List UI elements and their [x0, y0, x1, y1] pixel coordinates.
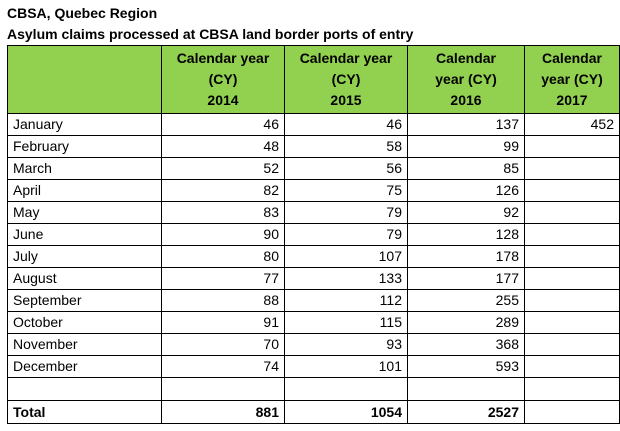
value-cell: 126	[408, 180, 525, 202]
blank-cell	[162, 378, 285, 401]
value-cell: 83	[162, 202, 285, 224]
value-cell: 82	[162, 180, 285, 202]
value-cell: 289	[408, 312, 525, 334]
value-cell: 99	[408, 136, 525, 158]
value-cell: 101	[285, 356, 408, 378]
total-value: 881	[162, 401, 285, 424]
value-cell: 92	[408, 202, 525, 224]
blank-cell	[285, 378, 408, 401]
blank-row	[8, 378, 620, 401]
value-cell: 107	[285, 246, 408, 268]
value-cell: 593	[408, 356, 525, 378]
value-cell: 452	[525, 114, 620, 136]
value-cell: 48	[162, 136, 285, 158]
value-cell: 75	[285, 180, 408, 202]
value-cell: 137	[408, 114, 525, 136]
month-cell: June	[8, 224, 162, 246]
total-label: Total	[8, 401, 162, 424]
table-row	[8, 202, 620, 224]
header-cy-2017: Calendar year (CY) 2017	[525, 46, 620, 114]
month-cell: October	[8, 312, 162, 334]
value-cell	[525, 312, 620, 334]
value-cell: 74	[162, 356, 285, 378]
month-cell: February	[8, 136, 162, 158]
month-cell: January	[8, 114, 162, 136]
value-cell	[525, 136, 620, 158]
total-value: 1054	[285, 401, 408, 424]
month-cell: March	[8, 158, 162, 180]
value-cell	[525, 224, 620, 246]
value-cell: 177	[408, 268, 525, 290]
value-cell: 133	[285, 268, 408, 290]
value-cell: 70	[162, 334, 285, 356]
blank-cell	[525, 378, 620, 401]
value-cell: 46	[285, 114, 408, 136]
header-cy-2014: Calendar year (CY) 2014	[162, 46, 285, 114]
table-row	[8, 136, 620, 158]
value-cell: 93	[285, 334, 408, 356]
value-cell: 112	[285, 290, 408, 312]
value-cell: 178	[408, 246, 525, 268]
value-cell: 77	[162, 268, 285, 290]
table-row	[8, 224, 620, 246]
month-cell: December	[8, 356, 162, 378]
header-corner-cell	[8, 46, 162, 114]
value-cell: 91	[162, 312, 285, 334]
table-row	[8, 356, 620, 378]
table-row	[8, 114, 620, 136]
header-cy-2015: Calendar year (CY) 2015	[285, 46, 408, 114]
value-cell	[525, 268, 620, 290]
value-cell: 85	[408, 158, 525, 180]
value-cell: 90	[162, 224, 285, 246]
header-row	[8, 46, 620, 114]
value-cell	[525, 180, 620, 202]
value-cell: 80	[162, 246, 285, 268]
value-cell: 52	[162, 158, 285, 180]
value-cell: 58	[285, 136, 408, 158]
month-cell: April	[8, 180, 162, 202]
value-cell: 255	[408, 290, 525, 312]
month-cell: May	[8, 202, 162, 224]
month-cell: August	[8, 268, 162, 290]
month-cell: July	[8, 246, 162, 268]
table-row	[8, 334, 620, 356]
value-cell: 46	[162, 114, 285, 136]
table-row	[8, 158, 620, 180]
value-cell: 128	[408, 224, 525, 246]
report-title: CBSA, Quebec Region	[7, 5, 158, 21]
month-cell: September	[8, 290, 162, 312]
table-row	[8, 180, 620, 202]
value-cell	[525, 356, 620, 378]
blank-cell	[8, 378, 162, 401]
value-cell: 115	[285, 312, 408, 334]
month-cell: November	[8, 334, 162, 356]
blank-cell	[408, 378, 525, 401]
value-cell: 368	[408, 334, 525, 356]
value-cell	[525, 246, 620, 268]
header-cy-2016: Calendar year (CY) 2016	[408, 46, 525, 114]
value-cell	[525, 158, 620, 180]
value-cell: 56	[285, 158, 408, 180]
total-row	[8, 401, 620, 424]
total-value: 2527	[408, 401, 525, 424]
table-row	[8, 246, 620, 268]
table-row	[8, 312, 620, 334]
value-cell: 79	[285, 224, 408, 246]
value-cell	[525, 290, 620, 312]
total-value	[525, 401, 620, 424]
value-cell: 88	[162, 290, 285, 312]
value-cell: 79	[285, 202, 408, 224]
value-cell	[525, 334, 620, 356]
value-cell	[525, 202, 620, 224]
table-row	[8, 268, 620, 290]
report-subtitle: Asylum claims processed at CBSA land border ports of entry	[7, 26, 414, 42]
asylum-claims-table	[7, 45, 620, 424]
table-row	[8, 290, 620, 312]
